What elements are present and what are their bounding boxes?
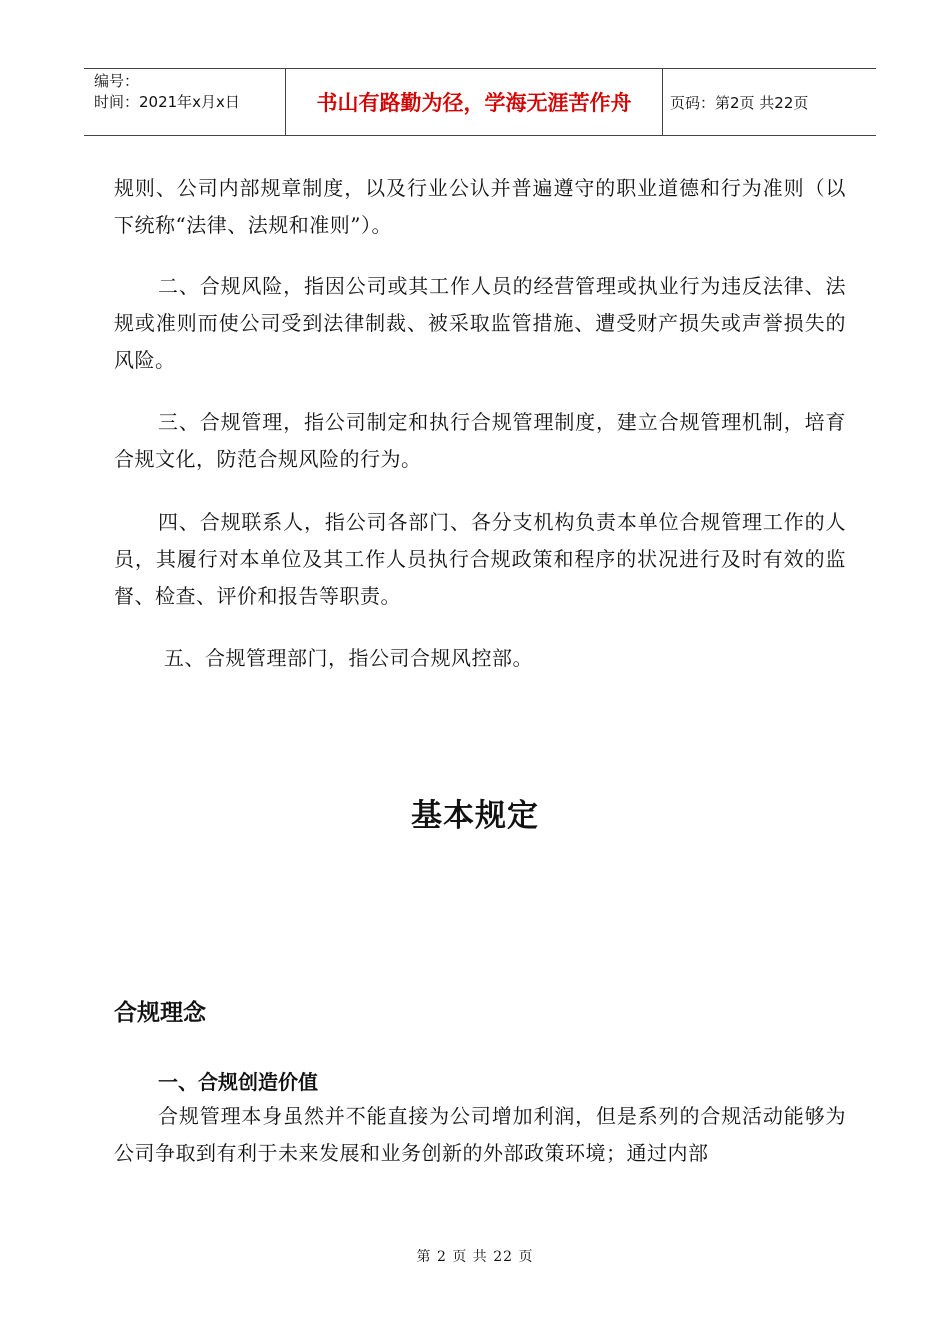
paragraph-text: 合规管理本身虽然并不能直接为公司增加利润，但是系列的合规活动能够为公司争取到有利于未来发展和业务创新的外部政策环境；通过内部 — [114, 1104, 846, 1165]
paragraph-text: 二、合规风险，指因公司或其工作人员的经营管理或执业行为违反法律、法规或准则而使公司受到法律制裁、被采取监管措施、遭受财产损失或声誉损失的风险。 — [114, 274, 846, 372]
document-time-label: 时间：2021年x月x日 — [94, 93, 240, 111]
subheading-compliance-value: 一、合规创造价值 — [158, 1070, 318, 1094]
paragraph-compliance-management — [114, 404, 846, 478]
header-page-label: 页码：第2页 共22页 — [670, 94, 809, 112]
paragraph-text: 四、合规联系人，指公司各部门、各分支机构负责本单位合规管理工作的人员，其履行对本单位及其工作人员执行合规政策和程序的状况进行及时有效的监督、检查、评价和报告等职责。 — [114, 510, 846, 608]
document-number-label: 编号： — [94, 72, 140, 90]
paragraph-text: 三、合规管理，指公司制定和执行合规管理制度，建立合规管理机制，培育合规文化，防范合规风险的行为。 — [114, 410, 846, 471]
heading-compliance-philosophy: 合规理念 — [114, 1000, 206, 1026]
section-title: 基本规定 — [411, 798, 539, 834]
paragraph-text: 规则、公司内部规章制度，以及行业公认并普遍遵守的职业道德和行为准则（以下统称“法律、法规和准则”）。 — [114, 176, 846, 237]
header-meta — [84, 69, 286, 135]
page-footer: 第 2 页 共 22 页 — [416, 1249, 534, 1265]
paragraph-compliance-contact — [114, 504, 846, 615]
header-motto: 书山有路勤为径，学海无涯苦作舟 — [286, 69, 663, 135]
paragraph-continuation — [114, 170, 846, 244]
paragraph-compliance-department — [114, 640, 846, 677]
paragraph-compliance-risk — [114, 268, 846, 379]
page-header — [84, 68, 876, 136]
paragraph-compliance-value — [114, 1098, 846, 1172]
paragraph-text: 五、合规管理部门，指公司合规风控部。 — [164, 646, 533, 670]
